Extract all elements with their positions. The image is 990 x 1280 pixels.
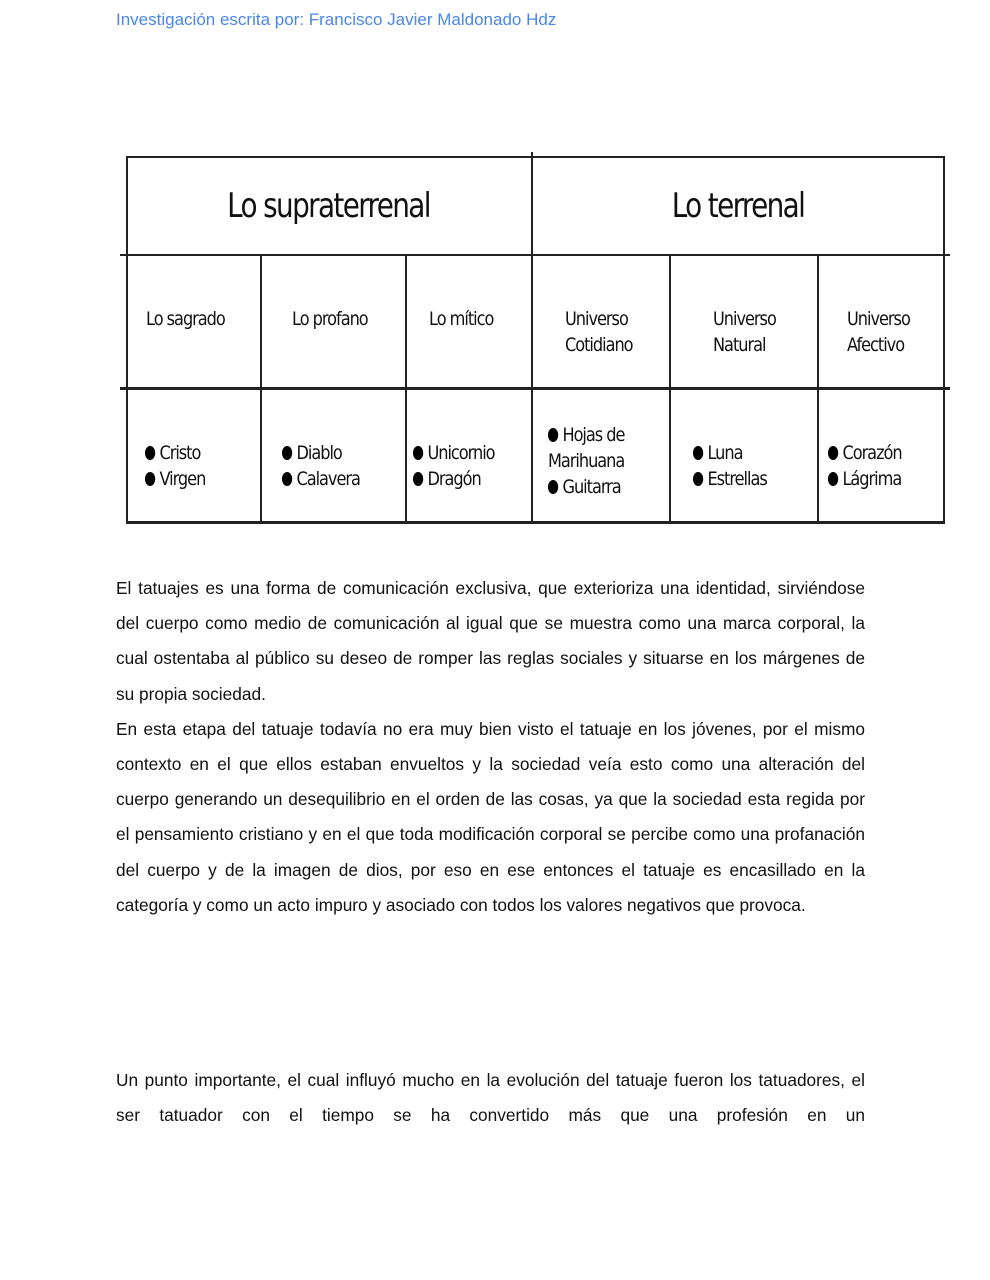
body-text-continued bbox=[116, 1063, 865, 1133]
body-text bbox=[116, 571, 865, 923]
bullet-icon bbox=[413, 446, 423, 460]
document-header: Investigación escrita por: Francisco Javier Maldonado Hdz bbox=[116, 10, 557, 29]
bullet-icon bbox=[828, 472, 838, 486]
column-items: Cristo Virgen bbox=[145, 440, 205, 492]
column-items: Unicornio Dragón bbox=[413, 440, 495, 492]
paragraph: En esta etapa del tatuaje todavía no era muy bien visto el tatuaje en los jóvenes, por el mismo contexto en el que ellos estaban envueltos y la sociedad veía esto como una alteración del cuerpo generando un desequilibrio en el orden de las cosas, ya que la sociedad esta regida por el pensamiento cristiano y en el que toda modificación corporal se percibe como una profanación del cuerpo y de la imagen de dios, por eso en ese entonces el tatuaje es encasillado en la categoría y como un acto impuro y asociado con todos los valores negativos que provoca. bbox=[116, 718, 865, 915]
paragraph: El tatuajes es una forma de comunicación exclusiva, que exterioriza una identidad, sirviéndose del cuerpo como medio de comunicación al igual que se muestra como una marca corporal, la cual ostentaba al público su deseo de romper las reglas sociales y situarse en los márgenes de su propia sociedad. bbox=[116, 578, 865, 704]
bullet-icon bbox=[282, 472, 292, 486]
column-items: Corazón Lágrima bbox=[828, 440, 902, 492]
column-items: Hojas de Marihuana Guitarra bbox=[548, 424, 625, 498]
bullet-icon bbox=[548, 428, 558, 442]
column-items: Diablo Calavera bbox=[282, 440, 360, 492]
bullet-icon bbox=[693, 472, 703, 486]
bullet-icon bbox=[828, 446, 838, 460]
bullet-icon bbox=[145, 472, 155, 486]
column-header: Universo Cotidiano bbox=[565, 308, 633, 356]
column-header: Universo Natural bbox=[713, 308, 776, 356]
column-header: Lo sagrado bbox=[146, 308, 225, 330]
group-header: Lo terrenal bbox=[671, 186, 805, 226]
bullet-icon bbox=[693, 446, 703, 460]
bullet-icon bbox=[548, 480, 558, 494]
bullet-icon bbox=[282, 446, 292, 460]
paragraph: Un punto importante, el cual influyó mucho en la evolución del tatuaje fueron los tatuadores, el ser tatuador con el tiempo se ha convertido más que una profesión en un bbox=[116, 1070, 865, 1126]
column-header: Universo Afectivo bbox=[847, 308, 910, 356]
column-header: Lo mítico bbox=[429, 308, 494, 330]
bullet-icon bbox=[413, 472, 423, 486]
symbol-classification-table bbox=[126, 156, 945, 523]
column-items: Luna Estrellas bbox=[693, 440, 767, 492]
column-header: Lo profano bbox=[292, 308, 368, 330]
bullet-icon bbox=[145, 446, 155, 460]
group-header: Lo supraterrenal bbox=[227, 186, 430, 226]
